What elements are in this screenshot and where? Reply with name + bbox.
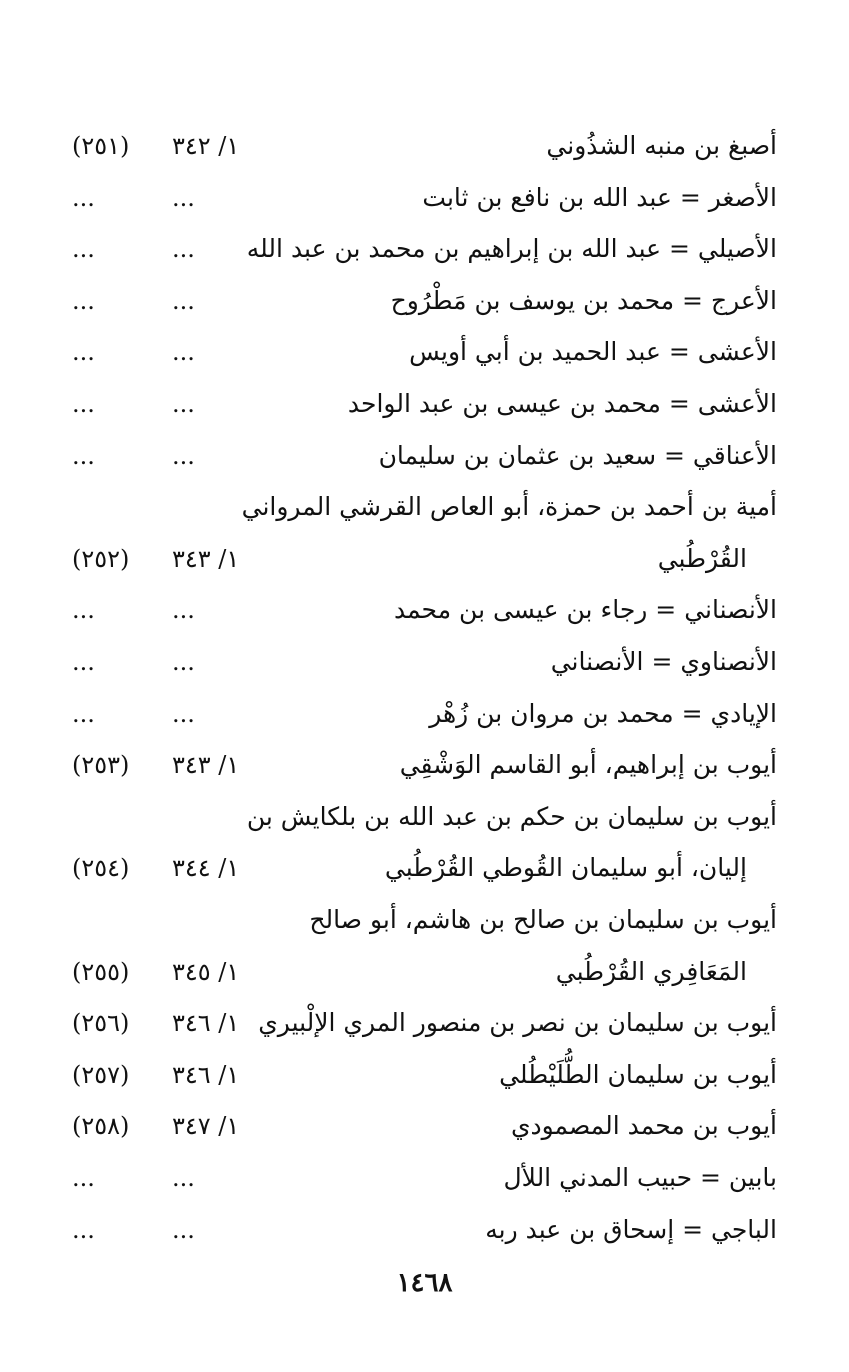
entry-volume-page: ١/ ٣٤٧ xyxy=(172,1112,240,1141)
entry-number: (٢٥٦) xyxy=(72,1009,130,1038)
index-entry xyxy=(0,997,849,1049)
entry-number: (٢٥٥) xyxy=(72,957,130,986)
page-number: ١٤٦٨ xyxy=(396,1268,453,1298)
entry-volume-page: ١/ ٣٤٣ xyxy=(172,544,240,573)
entry-name: أيوب بن سليمان الطُّلَيْطُلي xyxy=(499,1059,777,1089)
entry-volume-page: ١/ ٣٤٢ xyxy=(172,132,240,160)
entry-volume-page: ... xyxy=(172,1164,195,1192)
index-entry xyxy=(0,636,849,688)
entry-volume-page: ... xyxy=(172,441,195,470)
entry-number: (٢٥٢) xyxy=(72,544,130,573)
entry-name: أيوب بن سليمان بن حكم بن عبد الله بن بلكايش بن xyxy=(246,801,777,831)
entry-name: المَعَافِري القُرْطُبي xyxy=(555,956,747,986)
index-entry xyxy=(0,894,849,946)
entry-volume-page: ١/ ٣٤٣ xyxy=(172,751,240,780)
entry-name: أصبغ بن منبه الشذُوني xyxy=(546,131,777,160)
entry-name: الباجي = إسحاق بن عبد ربه xyxy=(485,1214,777,1244)
entry-volume-page: ... xyxy=(172,183,195,212)
entry-name: الأعشى = عبد الحميد بن أبي أويس xyxy=(409,337,777,367)
entry-number: ... xyxy=(72,441,95,470)
entry-number: (٢٥٨) xyxy=(72,1112,130,1141)
entry-name: الأصيلي = عبد الله بن إبراهيم بن محمد بن عبد الله xyxy=(246,234,777,264)
entry-name: الأعرج = محمد بن يوسف بن مَطْرُوح xyxy=(390,285,777,315)
entry-number: (٢٥٧) xyxy=(72,1060,130,1089)
index-entry xyxy=(0,533,849,585)
entry-name: الأنصناوي = الأنصناني xyxy=(550,647,777,676)
entry-number: ... xyxy=(72,596,95,625)
entry-volume-page: ... xyxy=(172,338,195,367)
entry-name: الأعشى = محمد بن عيسى بن عبد الواحد xyxy=(347,389,777,418)
entry-volume-page: ... xyxy=(172,235,195,264)
index-entry xyxy=(0,430,849,482)
entry-number: ... xyxy=(72,1215,95,1244)
index-entry xyxy=(0,223,849,275)
index-entry xyxy=(0,1100,849,1152)
index-entry xyxy=(0,172,849,224)
index-entry xyxy=(0,739,849,791)
entry-name: الأصغر = عبد الله بن نافع بن ثابت xyxy=(422,182,777,212)
entry-volume-page: ١/ ٣٤٤ xyxy=(172,854,240,883)
entry-number: (٢٥٤) xyxy=(72,854,130,883)
entry-name: أيوب بن إبراهيم، أبو القاسم الوَشْقِي xyxy=(399,750,777,780)
entry-name: الأنصناني = رجاء بن عيسى بن محمد xyxy=(393,595,777,625)
entry-name: أيوب بن سليمان بن نصر بن منصور المري الإلْبيري xyxy=(258,1008,777,1038)
entry-name: إليان، أبو سليمان القُوطي القُرْطُبي xyxy=(384,853,747,883)
entry-number: ... xyxy=(72,1164,95,1192)
entry-volume-page: ... xyxy=(172,596,195,625)
entry-name: بابين = حبيب المدني اللأل xyxy=(503,1163,777,1192)
entry-number: ... xyxy=(72,338,95,367)
entry-name: أيوب بن محمد المصمودي xyxy=(510,1111,777,1141)
entry-number: ... xyxy=(72,390,95,418)
index-entry xyxy=(0,1152,849,1204)
index-entry xyxy=(0,326,849,378)
entry-volume-page: ... xyxy=(172,1215,195,1244)
index-entry xyxy=(0,481,849,533)
entry-number: (٢٥١) xyxy=(72,132,130,160)
index-entry xyxy=(0,584,849,636)
index-entry xyxy=(0,791,849,843)
index-entry xyxy=(0,1204,849,1256)
entry-volume-page: ١/ ٣٤٥ xyxy=(172,957,240,986)
entry-volume-page: ١/ ٣٤٦ xyxy=(172,1009,240,1038)
entry-volume-page: ١/ ٣٤٦ xyxy=(172,1060,240,1089)
entry-volume-page: ... xyxy=(172,648,195,676)
index-entry xyxy=(0,842,849,894)
entry-volume-page: ... xyxy=(172,286,195,315)
entry-number: ... xyxy=(72,286,95,315)
entry-number: ... xyxy=(72,235,95,264)
entry-number: (٢٥٣) xyxy=(72,751,130,780)
index-entry xyxy=(0,378,849,430)
index-entry xyxy=(0,688,849,740)
entry-name: الأعناقي = سعيد بن عثمان بن سليمان xyxy=(378,440,777,470)
entry-number: ... xyxy=(72,699,95,728)
index-entry xyxy=(0,946,849,998)
entry-name: الإيادي = محمد بن مروان بن زُهْر xyxy=(429,698,777,728)
entry-volume-page: ... xyxy=(172,390,195,418)
entry-volume-page: ... xyxy=(172,699,195,728)
index-entry xyxy=(0,275,849,327)
entry-name: أمية بن أحمد بن حمزة، أبو العاص القرشي المرواني xyxy=(241,492,777,522)
entry-number: ... xyxy=(72,183,95,212)
entry-number: ... xyxy=(72,648,95,676)
index-entry xyxy=(0,120,849,172)
index-entry xyxy=(0,1049,849,1101)
entry-name: أيوب بن سليمان بن صالح بن هاشم، أبو صالح xyxy=(309,905,777,934)
entry-name: القُرْطُبي xyxy=(657,543,747,573)
